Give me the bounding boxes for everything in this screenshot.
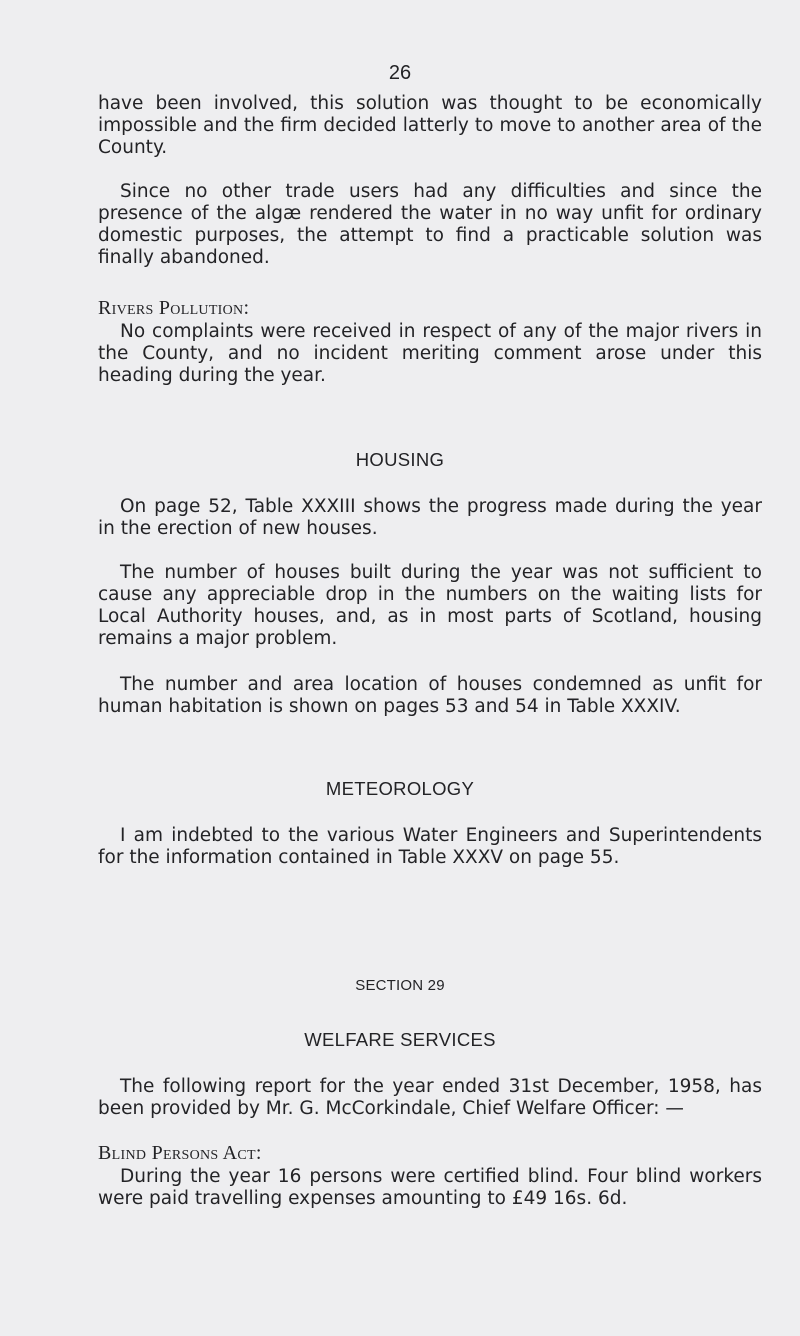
heading-blind-persons-act: Blind Persons Act:	[98, 1142, 262, 1164]
paragraph-welfare-report: The following report for the year ended 31st December, 1958, has been provided by Mr. G. McCorkindale, Chief Welfare Officer: —	[98, 1076, 762, 1119]
heading-housing: HOUSING	[355, 449, 445, 470]
heading-rivers-pollution: Rivers Pollution:	[98, 297, 250, 319]
page-number: 26	[388, 62, 412, 84]
paragraph-rivers: No complaints were received in respect of any of the major rivers in the County, and no incident meriting comment arose under this heading during the year.	[98, 321, 762, 386]
paragraph-condemned-houses: The number and area location of houses condemned as unfit for human habitation is shown on pages 53 and 54 in Table XXXIV.	[98, 674, 762, 717]
paragraph-algae: Since no other trade users had any difficulties and since the presence of the algæ rendered the water in no way unfit for ordinary domestic purposes, the attempt to find a practicable solution was finally abandoned.	[98, 181, 762, 268]
paragraph-meteorology: I am indebted to the various Water Engineers and Superintendents for the information contained in Table XXXV on page 55.	[98, 825, 762, 868]
paragraph-housing-problem: The number of houses built during the year was not sufficient to cause any appreciable drop in the numbers on the waiting lists for Local Authority houses, and, as in most parts of Scotland, housing remains a major problem.	[98, 562, 762, 649]
heading-welfare-services: WELFARE SERVICES	[304, 1029, 496, 1050]
heading-section: SECTION 29	[355, 977, 445, 994]
heading-meteorology: METEOROLOGY	[325, 778, 475, 799]
paragraph-housing-progress: On page 52, Table XXXIII shows the progress made during the year in the erection of new houses.	[98, 496, 762, 539]
paragraph-blind-persons: During the year 16 persons were certified blind. Four blind workers were paid travelling expenses amounting to £49 16s. 6d.	[98, 1166, 762, 1209]
paragraph-solution: have been involved, this solution was thought to be economically impossible and the firm decided latterly to move to another area of the County.	[98, 93, 762, 158]
